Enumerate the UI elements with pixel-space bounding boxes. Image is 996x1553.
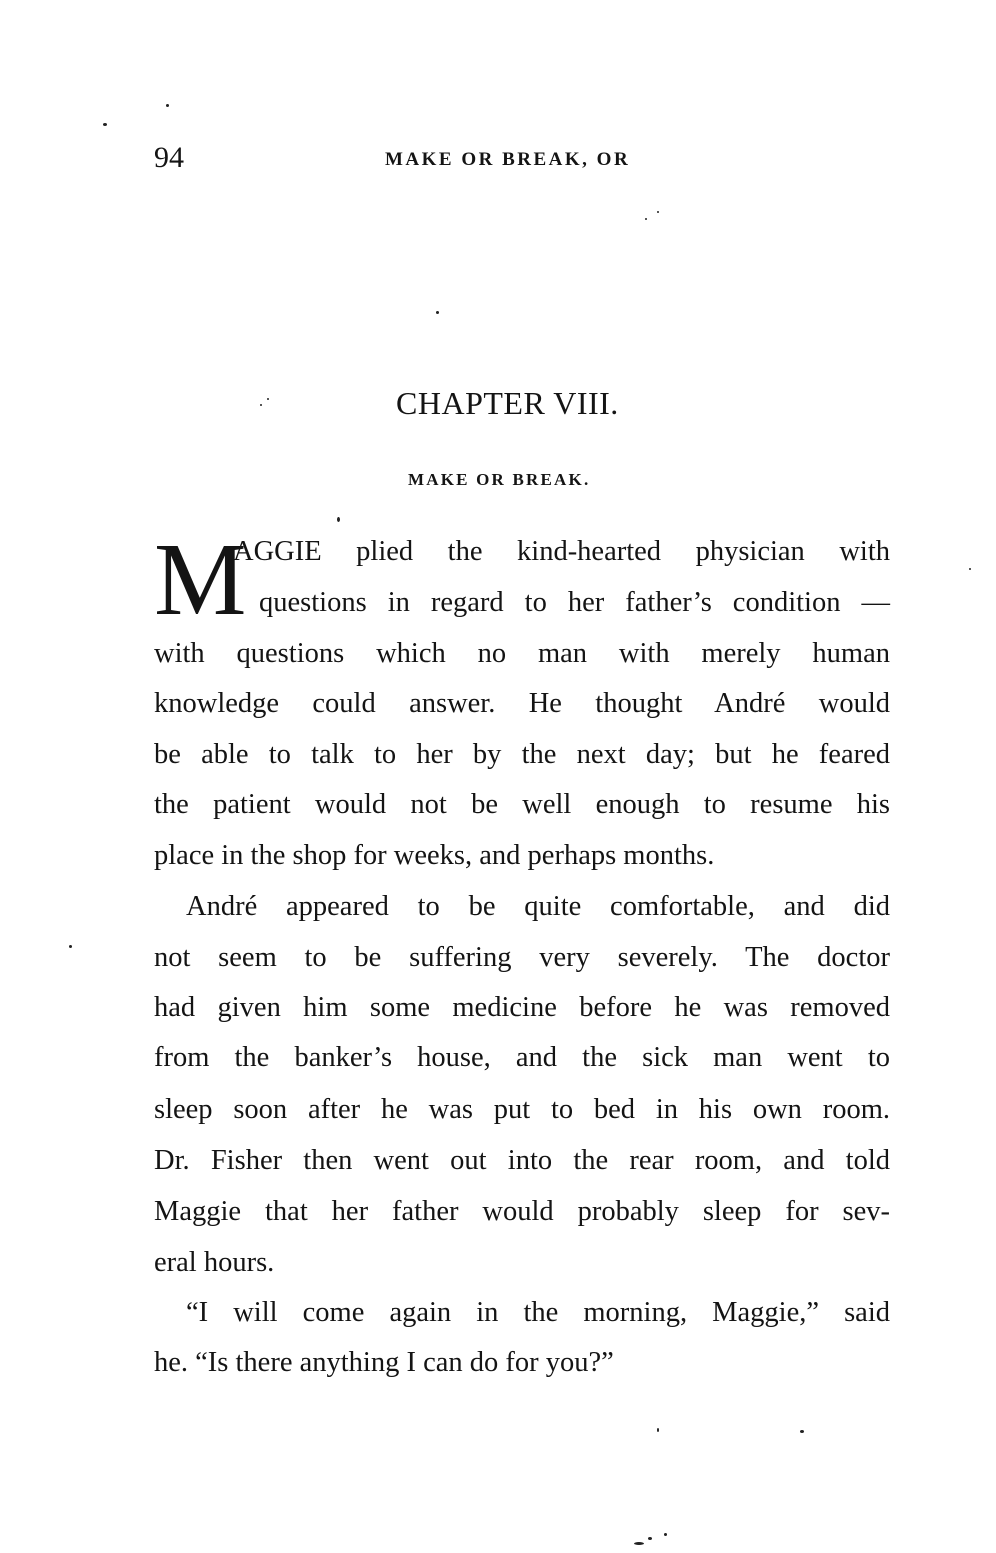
text-line: he. “Is there anything I can do for you?” [154,1347,614,1378]
text-line: had given him some medicine before he was removed [154,992,890,1023]
scan-speck [69,945,72,948]
scan-speck [267,398,269,400]
text-line: Maggie that her father would probably sleep for sev- [154,1196,890,1227]
scan-speck [657,1428,659,1432]
text-line: the patient would not be well enough to resume his [154,789,890,820]
text-line: knowledge could answer. He thought André would [154,688,890,719]
scan-speck [645,218,647,220]
scan-speck [664,1533,667,1536]
text-line: from the banker’s house, and the sick man went to [154,1042,890,1073]
scan-speck [166,104,169,107]
text-line: place in the shop for weeks, and perhaps months. [154,840,715,871]
scan-speck [800,1430,804,1433]
text-line: sleep soon after he was put to bed in his own room. [154,1094,890,1125]
scan-speck [648,1537,652,1540]
text-line: “I will come again in the morning, Maggie,” said [186,1297,890,1328]
text-line: AGGIE plied the kind-hearted physician with [233,536,890,567]
chapter-subtitle: MAKE OR BREAK. [408,470,591,489]
scan-speck [436,311,439,314]
text-line: eral hours. [154,1247,275,1278]
text-line: with questions which no man with merely human [154,638,890,669]
scan-speck [634,1542,644,1545]
drop-cap: M [154,522,247,637]
text-line: not seem to be suffering very severely. The doctor [154,942,890,973]
scan-speck [969,568,971,570]
scan-speck [657,211,659,213]
page-number: 94 [154,141,184,174]
scan-speck [337,517,340,522]
text-line: questions in regard to her father’s condition — [259,587,890,618]
text-line: be able to talk to her by the next day; but he feared [154,739,890,770]
text-line: André appeared to be quite comfortable, and did [186,891,890,922]
scan-speck [260,404,262,406]
text-line: Dr. Fisher then went out into the rear room, and told [154,1145,890,1176]
chapter-title: CHAPTER VIII. [396,385,619,421]
running-head: MAKE OR BREAK, OR [385,149,631,170]
scan-speck [103,123,107,126]
